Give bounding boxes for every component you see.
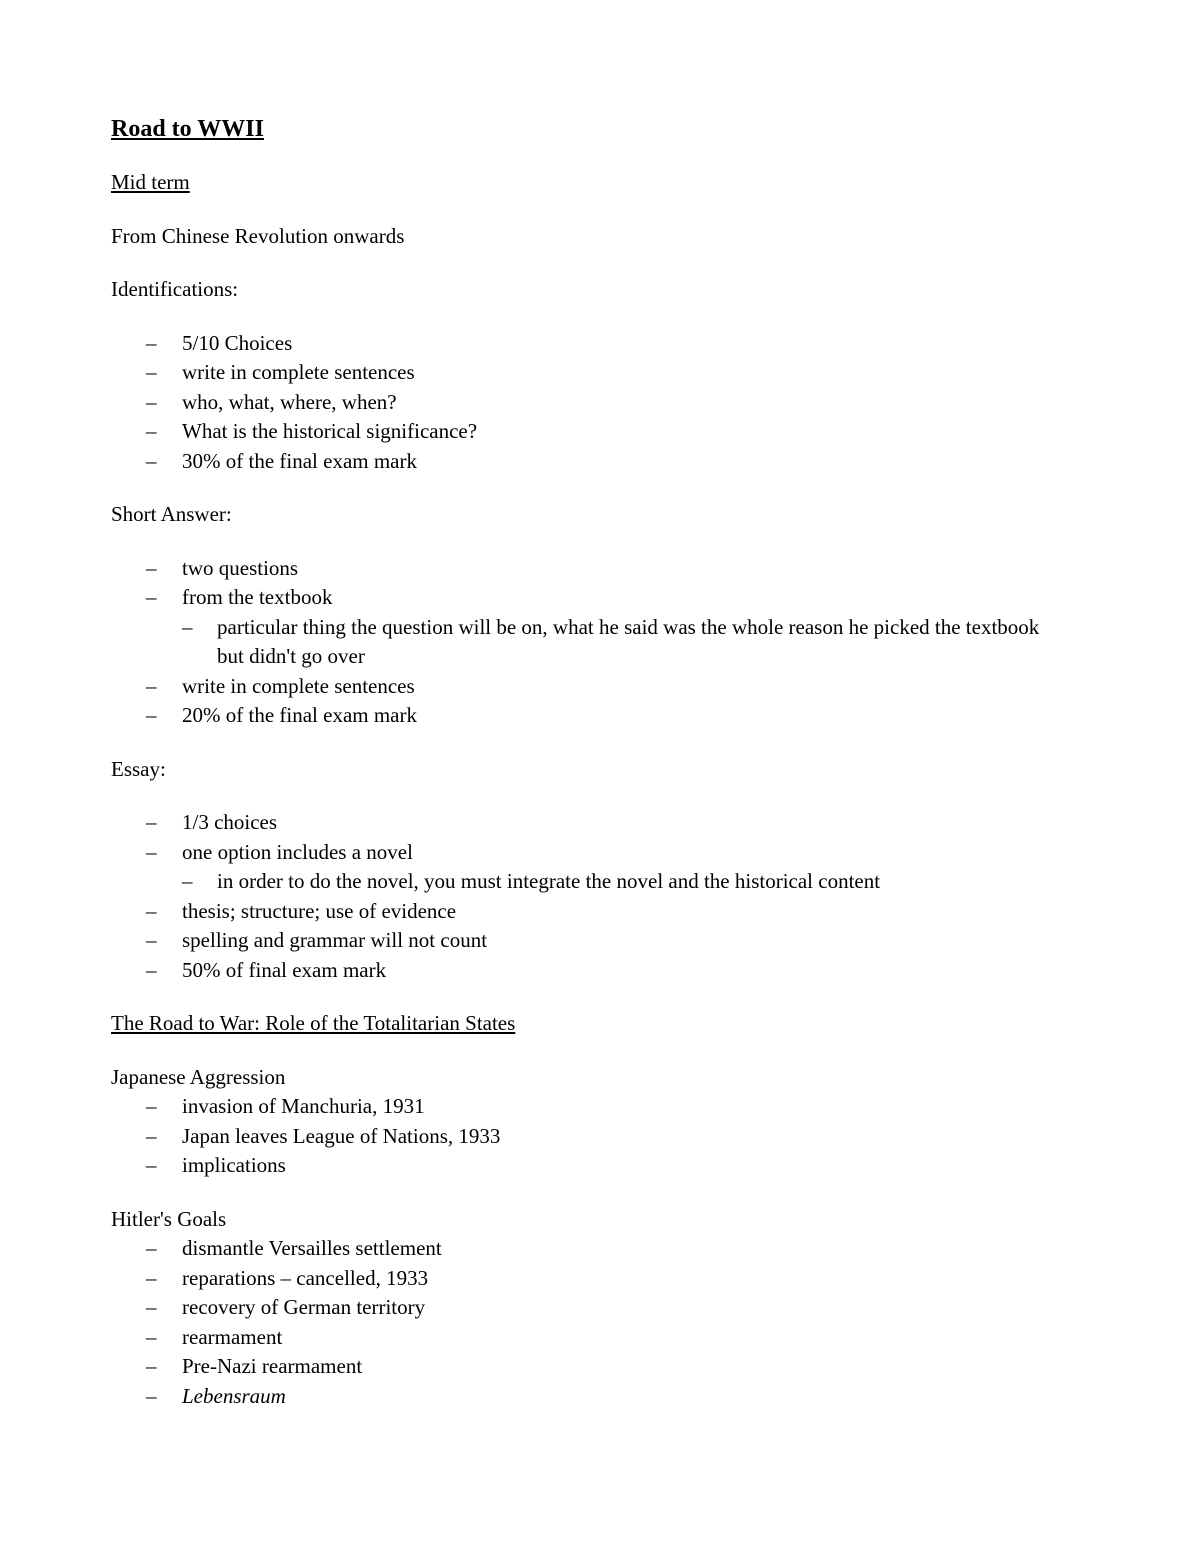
list-item-text: 1/3 choices (182, 810, 278, 834)
hitlers-goals-list (111, 1234, 1091, 1411)
dash-bullet: – (146, 330, 157, 355)
list-item-text: thesis; structure; use of evidence (182, 898, 457, 923)
dash-bullet: – (146, 1236, 157, 1260)
road-to-war-heading: The Road to War: Role of the Totalitarian States (111, 1011, 516, 1035)
list-item-text: particular thing the question will be on, what he said was the whole reason he picked the textbook but didn't go over (217, 614, 1040, 668)
document-title: Road to WWII (111, 116, 264, 142)
list-item-text: two questions (182, 555, 299, 580)
list-item-text: What is the historical significance? (182, 419, 478, 443)
list-item-text: Lebensraum (182, 1383, 286, 1408)
list-item-text: write in complete sentences (182, 360, 415, 384)
list-item (111, 1264, 1091, 1294)
list-item-text: in order to do the novel, you must integrate the novel and the historical content (217, 869, 881, 893)
dash-bullet: – (146, 703, 157, 727)
essay-list-continued (111, 897, 1091, 986)
dash-bullet: – (146, 957, 157, 982)
list-item (111, 583, 1091, 613)
list-item-text: recovery of German territory (182, 1295, 426, 1319)
dash-bullet: – (146, 1265, 157, 1290)
list-item (111, 808, 1091, 838)
dash-bullet: – (146, 1324, 157, 1349)
dash-bullet: – (146, 839, 157, 864)
essay-label: Essay: (111, 756, 166, 781)
short-answer-sublist (111, 613, 1091, 672)
dash-bullet: – (146, 1123, 157, 1148)
list-item-text: write in complete sentences (182, 673, 415, 698)
identifications-list (111, 329, 1091, 477)
list-item-text: one option includes a novel (182, 839, 413, 864)
dash-bullet: – (146, 448, 157, 473)
list-item (111, 926, 1091, 956)
list-item (111, 1122, 1091, 1152)
dash-bullet: – (146, 389, 157, 414)
list-item (111, 1293, 1091, 1323)
list-item (111, 417, 1091, 447)
list-item-text: rearmament (182, 1324, 283, 1349)
list-item (111, 358, 1091, 388)
midterm-intro: From Chinese Revolution onwards (111, 223, 405, 248)
identifications-label: Identifications: (111, 277, 239, 301)
list-item-text: Japan leaves League of Nations, 1933 (182, 1123, 501, 1148)
hitlers-goals-label: Hitler's Goals (111, 1206, 227, 1231)
dash-bullet: – (146, 928, 157, 952)
dash-bullet: – (146, 1354, 157, 1378)
list-item-text: implications (182, 1153, 286, 1177)
list-item-text: 50% of final exam mark (182, 957, 387, 982)
list-item-text: 20% of the final exam mark (182, 703, 417, 727)
japanese-aggression-label: Japanese Aggression (111, 1064, 286, 1089)
list-item (111, 672, 1091, 702)
midterm-heading: Mid term (111, 170, 190, 194)
list-item-text: spelling and grammar will not count (182, 928, 488, 952)
list-item (111, 1382, 1091, 1412)
list-item (111, 329, 1091, 359)
dash-bullet: – (146, 360, 157, 384)
list-item (111, 956, 1091, 986)
dash-bullet: – (146, 1153, 157, 1177)
dash-bullet: – (182, 614, 193, 639)
list-item (111, 1151, 1091, 1181)
list-item (111, 554, 1091, 584)
dash-bullet: – (146, 673, 157, 698)
list-item-text: 30% of the final exam mark (182, 448, 417, 473)
dash-bullet: – (182, 869, 193, 893)
dash-bullet: – (146, 810, 157, 834)
dash-bullet: – (146, 1094, 157, 1118)
list-item-text: reparations – cancelled, 1933 (182, 1265, 429, 1290)
sub-list-item (111, 613, 1091, 672)
dash-bullet: – (146, 555, 157, 580)
short-answer-label: Short Answer: (111, 502, 232, 526)
list-item (111, 897, 1091, 927)
list-item-text: from the textbook (182, 585, 333, 609)
list-item (111, 838, 1091, 868)
dash-bullet: – (146, 898, 157, 923)
list-item-text: who, what, where, when? (182, 389, 397, 414)
list-item-text: dismantle Versailles settlement (182, 1236, 442, 1260)
document-page (111, 112, 1091, 1411)
list-item (111, 447, 1091, 477)
list-item (111, 1323, 1091, 1353)
japanese-aggression-list (111, 1092, 1091, 1181)
short-answer-list (111, 554, 1091, 613)
sub-list-item (111, 867, 1091, 897)
dash-bullet: – (146, 585, 157, 609)
dash-bullet: – (146, 1383, 157, 1408)
short-answer-list-continued (111, 672, 1091, 731)
list-item-text: 5/10 Choices (182, 330, 293, 355)
list-item (111, 1092, 1091, 1122)
dash-bullet: – (146, 1295, 157, 1319)
list-item (111, 1234, 1091, 1264)
list-item (111, 388, 1091, 418)
list-item-text: Pre-Nazi rearmament (182, 1354, 363, 1378)
list-item (111, 1352, 1091, 1382)
list-item-text: invasion of Manchuria, 1931 (182, 1094, 425, 1118)
essay-list (111, 808, 1091, 867)
essay-sublist (111, 867, 1091, 897)
dash-bullet: – (146, 419, 157, 443)
list-item (111, 701, 1091, 731)
